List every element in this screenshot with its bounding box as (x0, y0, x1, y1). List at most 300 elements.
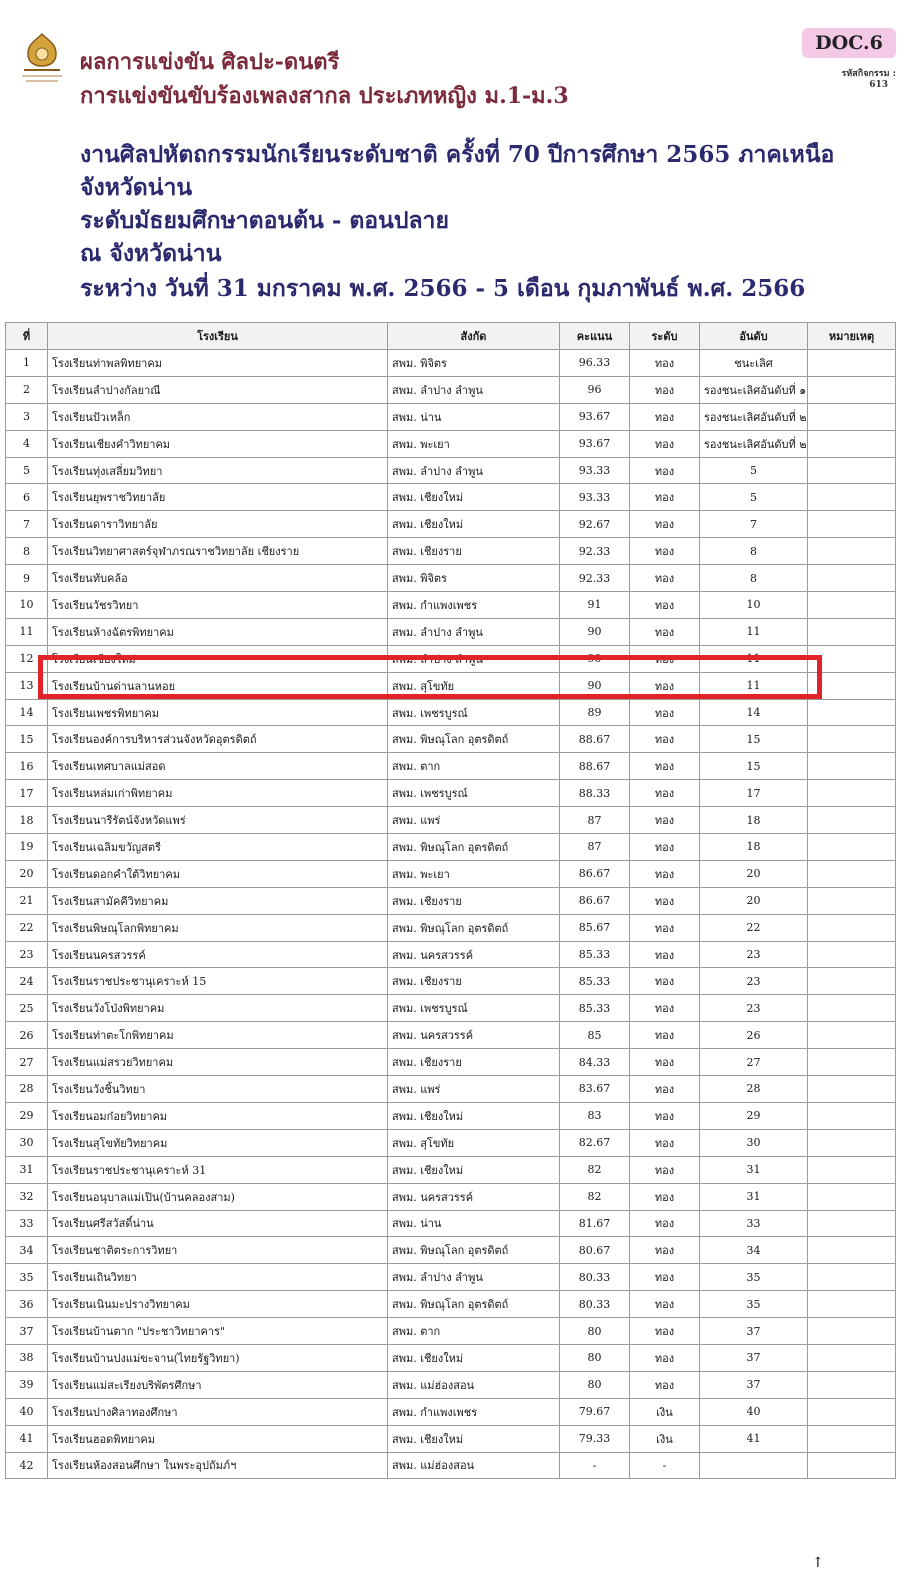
cell-rank: 40 (700, 1398, 808, 1425)
table-row (6, 995, 896, 1022)
cell-rank: 37 (700, 1318, 808, 1345)
cell-note (808, 538, 896, 565)
cell-rank: รองชนะเลิศอันดับที่ ๒ (700, 430, 808, 457)
cell-level: ทอง (630, 753, 700, 780)
cell-school: โรงเรียนเทศบาลแม่สอด (48, 753, 388, 780)
cell-rank: 33 (700, 1210, 808, 1237)
cell-level: - (630, 1452, 700, 1479)
cell-rank: 23 (700, 941, 808, 968)
cell-rank: 23 (700, 995, 808, 1022)
cell-level: ทอง (630, 1022, 700, 1049)
cell-score: 87 (560, 807, 630, 834)
table-row (6, 1425, 896, 1452)
cell-rank: 15 (700, 726, 808, 753)
cell-area: สพม. พิษณุโลก อุตรดิตถ์ (388, 726, 560, 753)
table-row (6, 430, 896, 457)
cell-school: โรงเรียนวัชรวิทยา (48, 592, 388, 619)
table-row (6, 726, 896, 753)
table-row (6, 1344, 896, 1371)
cell-rank: 35 (700, 1264, 808, 1291)
cell-school: โรงเรียนปัวเหล็ก (48, 403, 388, 430)
result-title: ผลการแข่งขัน ศิลปะ-ดนตรี (80, 49, 340, 75)
cell-score: 90 (560, 672, 630, 699)
cell-area: สพม. ลำปาง ลำพูน (388, 457, 560, 484)
table-row (6, 1156, 896, 1183)
cell-note (808, 807, 896, 834)
cell-level: ทอง (630, 941, 700, 968)
cell-rank: รองชนะเลิศอันดับที่ ๑ (700, 376, 808, 403)
cell-no: 28 (6, 1076, 48, 1103)
col-header-school: โรงเรียน (48, 323, 388, 350)
cell-no: 34 (6, 1237, 48, 1264)
cell-score: 92.67 (560, 511, 630, 538)
cell-note (808, 1344, 896, 1371)
cell-level: ทอง (630, 1371, 700, 1398)
cell-school: โรงเรียนวิทยาศาสตร์จุฬาภรณราชวิทยาลัย เชียงราย (48, 538, 388, 565)
cell-score: 86.67 (560, 860, 630, 887)
cell-area: สพม. พิษณุโลก อุตรดิตถ์ (388, 834, 560, 861)
cell-level: ทอง (630, 726, 700, 753)
cell-score: 86.67 (560, 887, 630, 914)
table-row (6, 565, 896, 592)
cell-area: สพม. ลำปาง ลำพูน (388, 1264, 560, 1291)
cell-area: สพม. แพร่ (388, 807, 560, 834)
cell-level: ทอง (630, 1102, 700, 1129)
cell-note (808, 968, 896, 995)
cell-no: 37 (6, 1318, 48, 1345)
cell-rank: 37 (700, 1344, 808, 1371)
cell-rank: 37 (700, 1371, 808, 1398)
cell-rank: 34 (700, 1237, 808, 1264)
cell-area: สพม. เชียงราย (388, 968, 560, 995)
cell-no: 33 (6, 1210, 48, 1237)
cell-school: โรงเรียนบ้านด่านลานหอย (48, 672, 388, 699)
cell-rank: 27 (700, 1049, 808, 1076)
cell-no: 14 (6, 699, 48, 726)
table-row (6, 376, 896, 403)
cell-rank: 8 (700, 538, 808, 565)
cell-score: 88.67 (560, 753, 630, 780)
cell-level: ทอง (630, 511, 700, 538)
cell-level: ทอง (630, 887, 700, 914)
table-row (6, 1076, 896, 1103)
cell-score: 92.33 (560, 538, 630, 565)
cell-score: 90 (560, 645, 630, 672)
cell-note (808, 1022, 896, 1049)
cell-school: โรงเรียนศรีสวัสดิ์น่าน (48, 1210, 388, 1237)
cell-note (808, 753, 896, 780)
table-header-row (6, 323, 896, 350)
table-row (6, 457, 896, 484)
table-row (6, 672, 896, 699)
table-row (6, 1102, 896, 1129)
cell-no: 8 (6, 538, 48, 565)
table-row (6, 860, 896, 887)
footer-mark: ↑ (812, 1555, 824, 1571)
cell-no: 36 (6, 1291, 48, 1318)
cell-score: 80 (560, 1318, 630, 1345)
cell-rank: 5 (700, 457, 808, 484)
cell-rank: 41 (700, 1425, 808, 1452)
cell-school: โรงเรียนเนินมะปรางวิทยาคม (48, 1291, 388, 1318)
cell-level: ทอง (630, 780, 700, 807)
cell-school: โรงเรียนดาราวิทยาลัย (48, 511, 388, 538)
cell-note (808, 1425, 896, 1452)
cell-area: สพม. น่าน (388, 1210, 560, 1237)
cell-note (808, 860, 896, 887)
cell-no: 10 (6, 592, 48, 619)
cell-note (808, 1183, 896, 1210)
cell-school: โรงเรียนพิษณุโลกพิทยาคม (48, 914, 388, 941)
cell-level: ทอง (630, 995, 700, 1022)
cell-level: ทอง (630, 1183, 700, 1210)
cell-no: 32 (6, 1183, 48, 1210)
cell-note (808, 1264, 896, 1291)
cell-no: 31 (6, 1156, 48, 1183)
cell-no: 23 (6, 941, 48, 968)
cell-rank: ชนะเลิศ (700, 350, 808, 377)
cell-school: โรงเรียนอมก๋อยวิทยาคม (48, 1102, 388, 1129)
cell-note (808, 350, 896, 377)
cell-rank: 17 (700, 780, 808, 807)
cell-no: 25 (6, 995, 48, 1022)
cell-area: สพม. เพชรบูรณ์ (388, 995, 560, 1022)
cell-score: 83 (560, 1102, 630, 1129)
cell-no: 2 (6, 376, 48, 403)
cell-note (808, 511, 896, 538)
cell-rank: 20 (700, 860, 808, 887)
event-name: งานศิลปหัตถกรรมนักเรียนระดับชาติ ครั้งที่ 70 ปีการศึกษา 2565 ภาคเหนือ (80, 141, 835, 168)
cell-level: เงิน (630, 1425, 700, 1452)
table-row (6, 1237, 896, 1264)
table-row (6, 753, 896, 780)
cell-note (808, 1291, 896, 1318)
event-level: ระดับมัธยมศึกษาตอนต้น - ตอนปลาย (80, 207, 449, 234)
table-row (6, 592, 896, 619)
cell-rank: 31 (700, 1183, 808, 1210)
cell-score: 85.33 (560, 995, 630, 1022)
cell-area: สพม. นครสวรรค์ (388, 1022, 560, 1049)
cell-area: สพม. เชียงราย (388, 538, 560, 565)
activity-code-label: รหัสกิจกรรม : (841, 69, 896, 79)
table-row (6, 1049, 896, 1076)
cell-area: สพม. แม่ฮ่องสอน (388, 1452, 560, 1479)
cell-rank: รองชนะเลิศอันดับที่ ๒ (700, 403, 808, 430)
cell-no: 6 (6, 484, 48, 511)
cell-no: 41 (6, 1425, 48, 1452)
cell-school: โรงเรียนองค์การบริหารส่วนจังหวัดอุตรดิตถ์ (48, 726, 388, 753)
cell-area: สพม. พิจิตร (388, 565, 560, 592)
cell-no: 1 (6, 350, 48, 377)
cell-area: สพม. น่าน (388, 403, 560, 430)
table-row (6, 350, 896, 377)
cell-note (808, 1102, 896, 1129)
cell-score: 85.67 (560, 914, 630, 941)
cell-school: โรงเรียนปางศิลาทองศึกษา (48, 1398, 388, 1425)
cell-school: โรงเรียนราชประชานุเคราะห์ 15 (48, 968, 388, 995)
cell-note (808, 1452, 896, 1479)
cell-no: 30 (6, 1129, 48, 1156)
cell-rank: 11 (700, 645, 808, 672)
cell-rank: 31 (700, 1156, 808, 1183)
cell-school: โรงเรียนนารีรัตน์จังหวัดแพร่ (48, 807, 388, 834)
table-row (6, 914, 896, 941)
cell-note (808, 887, 896, 914)
cell-score: 90 (560, 618, 630, 645)
cell-level: ทอง (630, 565, 700, 592)
cell-no: 19 (6, 834, 48, 861)
cell-no: 7 (6, 511, 48, 538)
cell-area: สพม. เชียงใหม่ (388, 1102, 560, 1129)
cell-area: สพม. นครสวรรค์ (388, 941, 560, 968)
table-row (6, 1022, 896, 1049)
cell-note (808, 645, 896, 672)
cell-score: 82.67 (560, 1129, 630, 1156)
cell-level: ทอง (630, 1156, 700, 1183)
table-row (6, 1291, 896, 1318)
cell-area: สพม. สุโขทัย (388, 1129, 560, 1156)
cell-note (808, 1049, 896, 1076)
cell-area: สพม. พิษณุโลก อุตรดิตถ์ (388, 914, 560, 941)
cell-note (808, 1318, 896, 1345)
cell-rank: 29 (700, 1102, 808, 1129)
cell-rank: 11 (700, 672, 808, 699)
cell-note (808, 1210, 896, 1237)
cell-note (808, 376, 896, 403)
cell-no: 18 (6, 807, 48, 834)
cell-area: สพม. ลำปาง ลำพูน (388, 376, 560, 403)
table-row (6, 538, 896, 565)
cell-rank: 5 (700, 484, 808, 511)
cell-no: 12 (6, 645, 48, 672)
cell-level: ทอง (630, 1210, 700, 1237)
cell-rank: 18 (700, 834, 808, 861)
table-row (6, 1398, 896, 1425)
cell-school: โรงเรียนสุโขทัยวิทยาคม (48, 1129, 388, 1156)
cell-area: สพม. พิษณุโลก อุตรดิตถ์ (388, 1237, 560, 1264)
cell-level: ทอง (630, 376, 700, 403)
cell-note (808, 430, 896, 457)
results-table (5, 322, 896, 1479)
cell-note (808, 1076, 896, 1103)
cell-score: 85.33 (560, 941, 630, 968)
table-row (6, 403, 896, 430)
cell-school: โรงเรียนห้องสอนศึกษา ในพระอุปถัมภ์ฯ (48, 1452, 388, 1479)
cell-note (808, 592, 896, 619)
cell-score: 96 (560, 376, 630, 403)
cell-school: โรงเรียนแม่สรวยวิทยาคม (48, 1049, 388, 1076)
cell-score: 87 (560, 834, 630, 861)
table-row (6, 1371, 896, 1398)
cell-area: สพม. เชียงใหม่ (388, 511, 560, 538)
cell-area: สพม. พะเยา (388, 860, 560, 887)
cell-level: ทอง (630, 1076, 700, 1103)
cell-score: 84.33 (560, 1049, 630, 1076)
cell-note (808, 1371, 896, 1398)
event-province: จังหวัดน่าน (80, 174, 193, 201)
table-row (6, 1264, 896, 1291)
cell-level: ทอง (630, 834, 700, 861)
cell-no: 9 (6, 565, 48, 592)
cell-score: 80 (560, 1344, 630, 1371)
cell-level: ทอง (630, 672, 700, 699)
cell-level: ทอง (630, 1344, 700, 1371)
cell-score: 81.67 (560, 1210, 630, 1237)
cell-rank: 23 (700, 968, 808, 995)
cell-area: สพม. ตาก (388, 753, 560, 780)
cell-score: 83.67 (560, 1076, 630, 1103)
cell-no: 17 (6, 780, 48, 807)
cell-level: ทอง (630, 1049, 700, 1076)
cell-note (808, 726, 896, 753)
cell-no: 27 (6, 1049, 48, 1076)
cell-no: 35 (6, 1264, 48, 1291)
cell-school: โรงเรียนหล่มเก่าพิทยาคม (48, 780, 388, 807)
cell-area: สพม. ลำปาง ลำพูน (388, 618, 560, 645)
table-row (6, 968, 896, 995)
cell-note (808, 618, 896, 645)
cell-score: 88.67 (560, 726, 630, 753)
cell-rank: 30 (700, 1129, 808, 1156)
cell-rank: 26 (700, 1022, 808, 1049)
cell-score: 79.33 (560, 1425, 630, 1452)
school-emblem-icon (14, 30, 70, 86)
cell-score: 82 (560, 1156, 630, 1183)
cell-no: 29 (6, 1102, 48, 1129)
cell-school: โรงเรียนทุ่งเสลี่ยมวิทยา (48, 457, 388, 484)
table-row (6, 887, 896, 914)
cell-no: 38 (6, 1344, 48, 1371)
cell-school: โรงเรียนสามัคคีวิทยาคม (48, 887, 388, 914)
table-row (6, 1452, 896, 1479)
cell-note (808, 457, 896, 484)
col-header-note: หมายเหตุ (808, 323, 896, 350)
cell-score: 80.67 (560, 1237, 630, 1264)
cell-level: ทอง (630, 860, 700, 887)
doc-code-badge: DOC.6 (802, 28, 896, 58)
cell-score: 93.33 (560, 484, 630, 511)
cell-school: โรงเรียนแม่สะเรียงบริพัตรศึกษา (48, 1371, 388, 1398)
cell-no: 11 (6, 618, 48, 645)
cell-area: สพม. เพชรบูรณ์ (388, 699, 560, 726)
cell-school: โรงเรียนเชียงคำวิทยาคม (48, 430, 388, 457)
cell-rank: 15 (700, 753, 808, 780)
cell-rank: 11 (700, 618, 808, 645)
table-row (6, 941, 896, 968)
cell-school: โรงเรียนเพชรพิทยาคม (48, 699, 388, 726)
table-row (6, 699, 896, 726)
cell-note (808, 914, 896, 941)
cell-no: 22 (6, 914, 48, 941)
cell-score: 80 (560, 1371, 630, 1398)
cell-score: 96.33 (560, 350, 630, 377)
cell-level: ทอง (630, 538, 700, 565)
cell-note (808, 565, 896, 592)
cell-area: สพม. เชียงใหม่ (388, 1425, 560, 1452)
cell-no: 5 (6, 457, 48, 484)
cell-level: ทอง (630, 1291, 700, 1318)
cell-rank: 22 (700, 914, 808, 941)
cell-note (808, 672, 896, 699)
cell-school: โรงเรียนฮอดพิทยาคม (48, 1425, 388, 1452)
cell-level: ทอง (630, 914, 700, 941)
cell-score: 88.33 (560, 780, 630, 807)
cell-note (808, 1156, 896, 1183)
cell-no: 39 (6, 1371, 48, 1398)
table-row (6, 1318, 896, 1345)
cell-score: 79.67 (560, 1398, 630, 1425)
cell-school: โรงเรียนบ้านปงแม่ขะจาน(ไทยรัฐวิทยา) (48, 1344, 388, 1371)
cell-rank: 35 (700, 1291, 808, 1318)
cell-area: สพม. เชียงใหม่ (388, 1156, 560, 1183)
cell-level: ทอง (630, 618, 700, 645)
table-row (6, 1129, 896, 1156)
cell-no: 16 (6, 753, 48, 780)
cell-level: ทอง (630, 645, 700, 672)
col-header-score: คะแนน (560, 323, 630, 350)
cell-level: ทอง (630, 807, 700, 834)
cell-level: ทอง (630, 457, 700, 484)
cell-area: สพม. พะเยา (388, 430, 560, 457)
cell-level: ทอง (630, 484, 700, 511)
col-header-no: ที่ (6, 323, 48, 350)
cell-level: ทอง (630, 699, 700, 726)
cell-school: โรงเรียนยุพราชวิทยาลัย (48, 484, 388, 511)
event-venue: ณ จังหวัดน่าน (80, 240, 222, 267)
cell-score: 93.67 (560, 430, 630, 457)
cell-note (808, 403, 896, 430)
cell-area: สพม. ตาก (388, 1318, 560, 1345)
cell-no: 4 (6, 430, 48, 457)
cell-area: สพม. เชียงใหม่ (388, 484, 560, 511)
cell-no: 42 (6, 1452, 48, 1479)
cell-school: โรงเรียนเถินวิทยา (48, 1264, 388, 1291)
cell-school: โรงเรียนวังโป่งพิทยาคม (48, 995, 388, 1022)
cell-level: ทอง (630, 1129, 700, 1156)
cell-note (808, 941, 896, 968)
cell-no: 26 (6, 1022, 48, 1049)
cell-area: สพม. พิจิตร (388, 350, 560, 377)
cell-score: 85 (560, 1022, 630, 1049)
cell-rank: 7 (700, 511, 808, 538)
cell-note (808, 1237, 896, 1264)
table-row (6, 1210, 896, 1237)
cell-no: 21 (6, 887, 48, 914)
cell-score: 93.33 (560, 457, 630, 484)
cell-rank: 20 (700, 887, 808, 914)
cell-school: โรงเรียนเชียงใหม่ (48, 645, 388, 672)
cell-rank: 8 (700, 565, 808, 592)
cell-level: ทอง (630, 1318, 700, 1345)
cell-note (808, 484, 896, 511)
cell-area: สพม. กำแพงเพชร (388, 1398, 560, 1425)
cell-rank (700, 1452, 808, 1479)
cell-score: 80.33 (560, 1291, 630, 1318)
cell-note (808, 699, 896, 726)
cell-school: โรงเรียนทับคล้อ (48, 565, 388, 592)
cell-level: ทอง (630, 430, 700, 457)
cell-area: สพม. แม่ฮ่องสอน (388, 1371, 560, 1398)
cell-school: โรงเรียนเฉลิมขวัญสตรี (48, 834, 388, 861)
event-dates: ระหว่าง วันที่ 31 มกราคม พ.ศ. 2566 - 5 เดือน กุมภาพันธ์ พ.ศ. 2566 (80, 275, 806, 302)
cell-level: เงิน (630, 1398, 700, 1425)
cell-school: โรงเรียนลำปางกัลยาณี (48, 376, 388, 403)
cell-area: สพม. ลำปาง ลำพูน (388, 645, 560, 672)
cell-level: ทอง (630, 1237, 700, 1264)
cell-school: โรงเรียนบ้านตาก "ประชาวิทยาคาร" (48, 1318, 388, 1345)
cell-school: โรงเรียนนครสวรรค์ (48, 941, 388, 968)
cell-note (808, 995, 896, 1022)
